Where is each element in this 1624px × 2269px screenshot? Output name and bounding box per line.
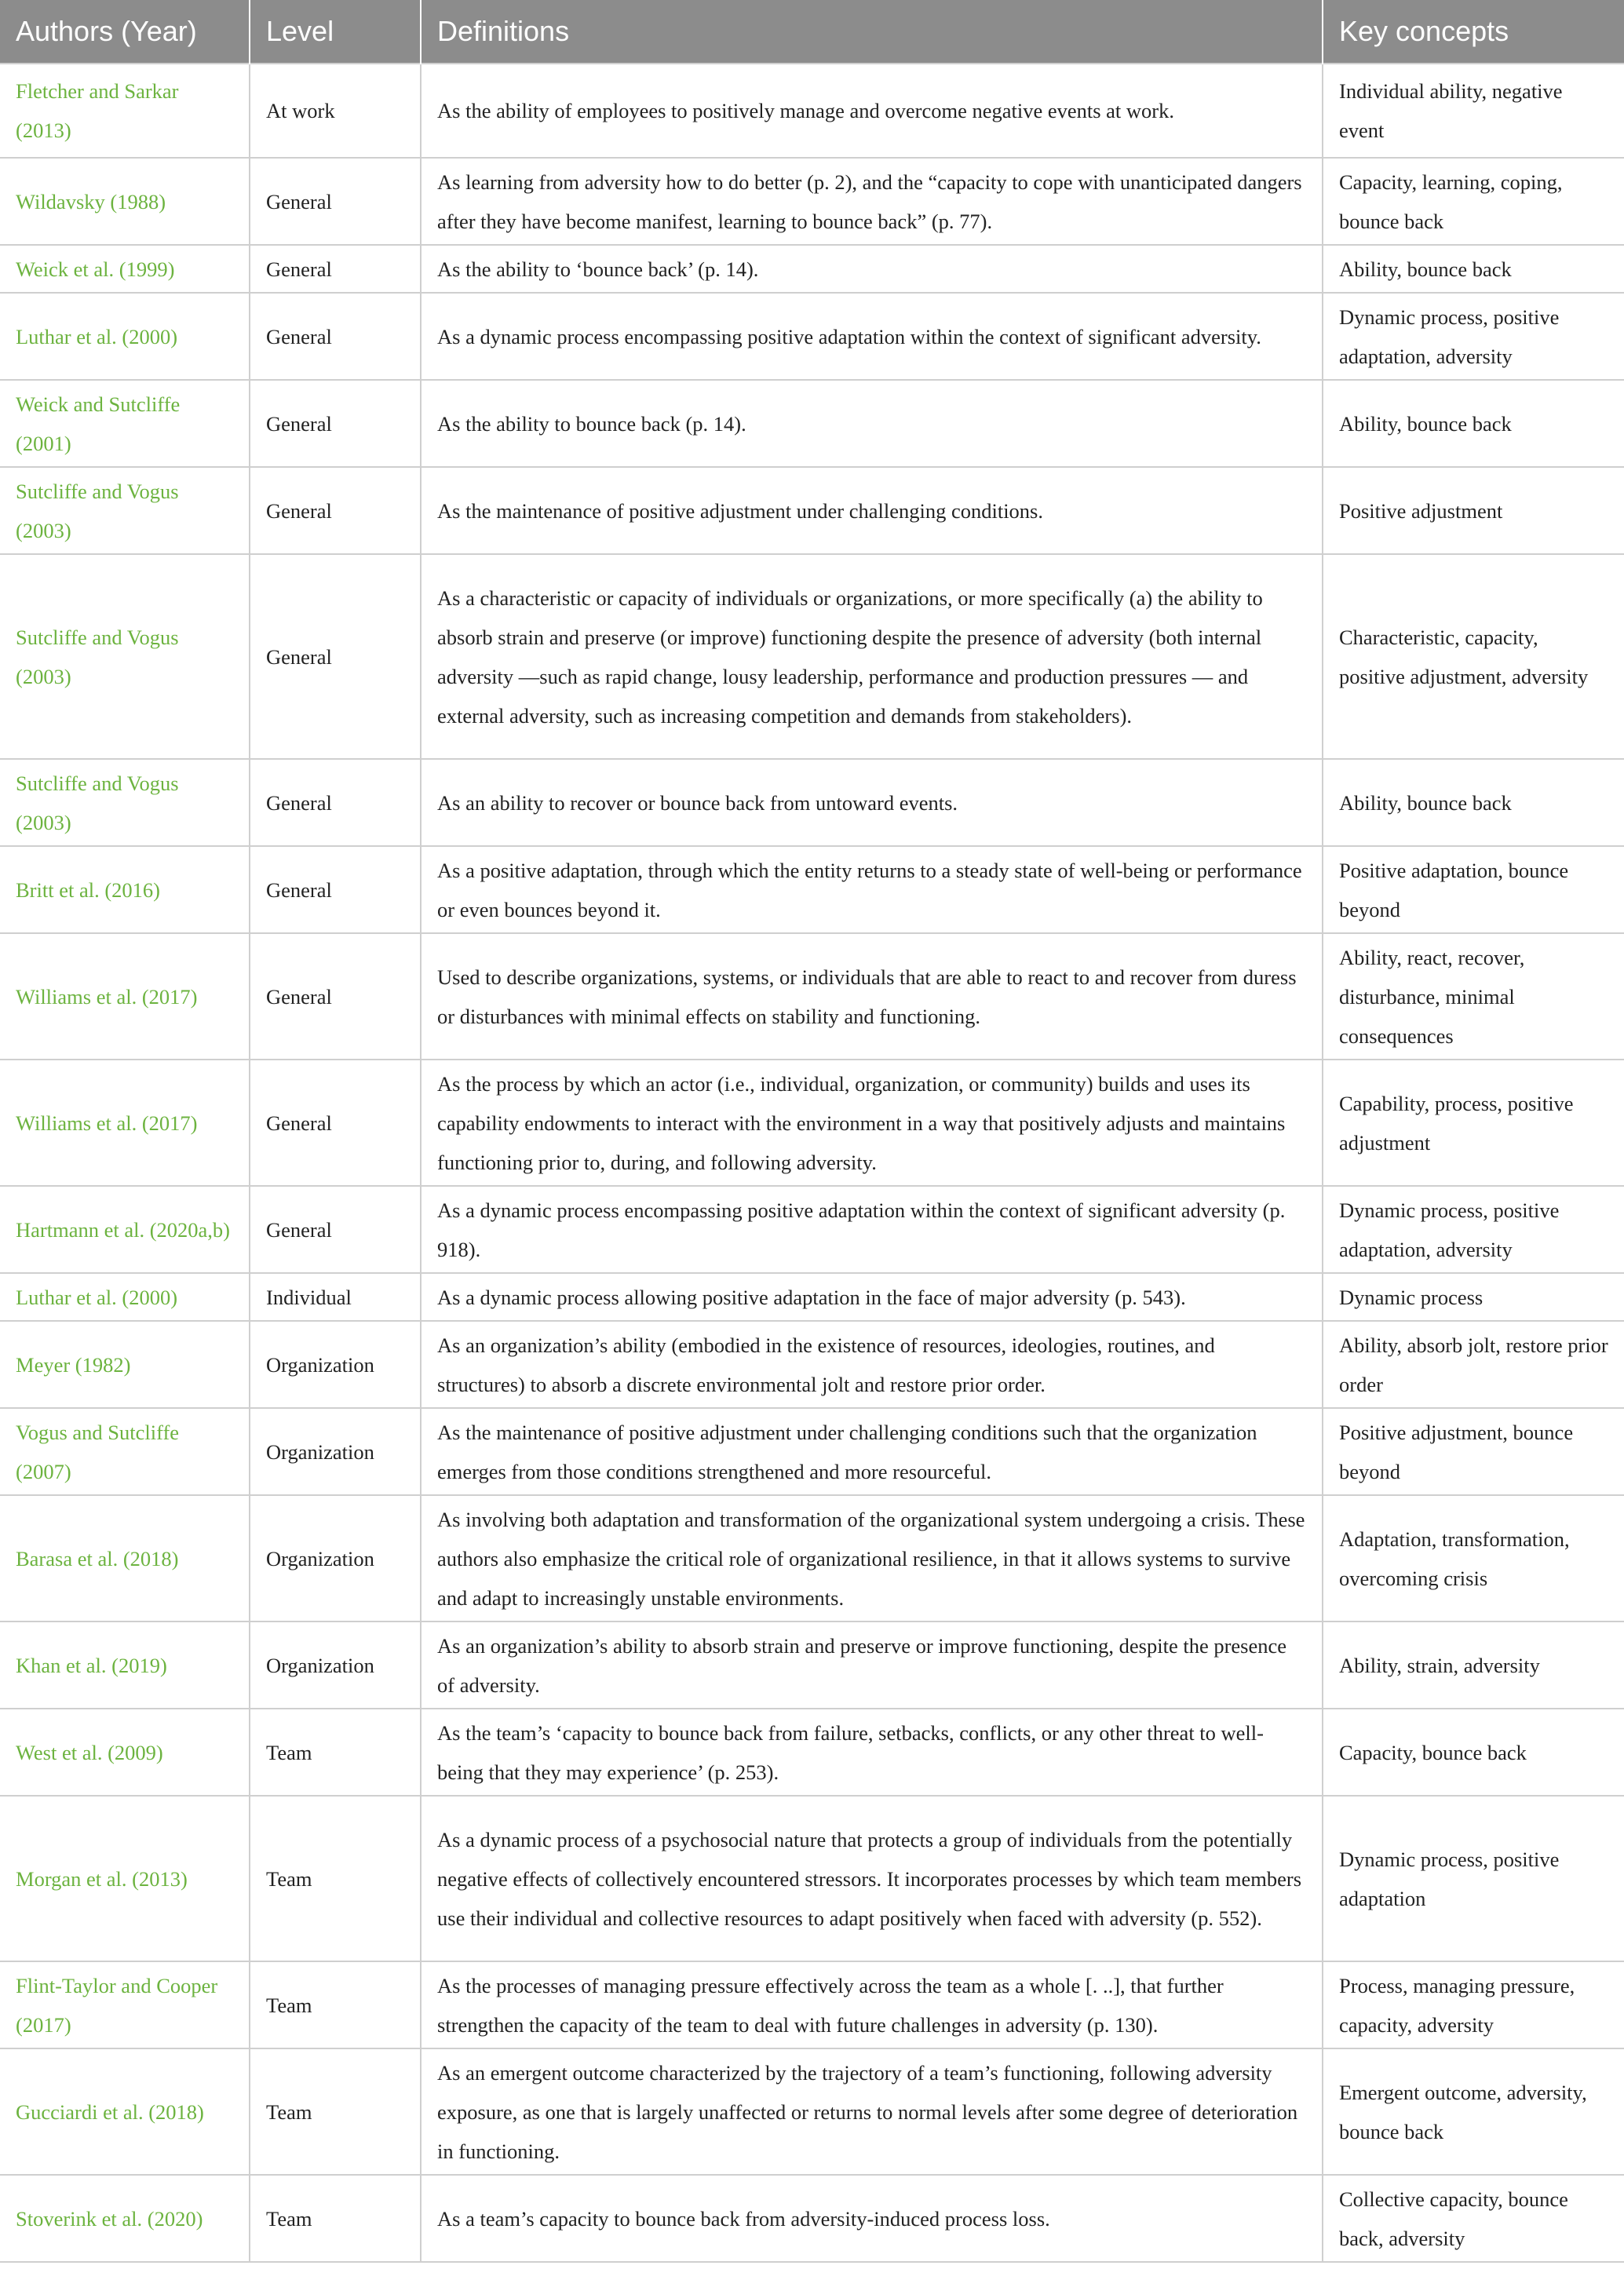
table-row (0, 1321, 1624, 1408)
cell-key-concepts: Emergent outcome, adversity, bounce back (1323, 2048, 1624, 2175)
cell-author: Khan et al. (2019) (0, 1621, 250, 1709)
cell-definition: As a characteristic or capacity of individuals or organizations, or more specifically (a) the ability to absorb strain and preserve (or improve) functioning despite the presence of adversity (both internal adversity —such as rapid change, lousy leadership, performance and production pressures — and external adversity, such as increasing competition and demands from stakeholders). (421, 554, 1323, 759)
cell-level: General (250, 933, 421, 1060)
table-row (0, 846, 1624, 933)
cell-level: General (250, 293, 421, 380)
cell-key-concepts: Ability, absorb jolt, restore prior order (1323, 1321, 1624, 1408)
cell-key-concepts: Ability, bounce back (1323, 245, 1624, 293)
cell-definition: Used to describe organizations, systems, or individuals that are able to react to and recover from duress or disturbances with minimal effects on stability and functioning. (421, 933, 1323, 1060)
cell-key-concepts: Capability, process, positive adjustment (1323, 1060, 1624, 1186)
cell-key-concepts: Positive adjustment (1323, 467, 1624, 554)
header-key-concepts: Key concepts (1323, 0, 1624, 64)
cell-key-concepts: Capacity, bounce back (1323, 1709, 1624, 1796)
table-row (0, 1186, 1624, 1273)
table-row (0, 158, 1624, 245)
cell-definition: As learning from adversity how to do better (p. 2), and the “capacity to cope with unanticipated dangers after they have become manifest, learning to bounce back” (p. 77). (421, 158, 1323, 245)
cell-definition: As a dynamic process allowing positive adaptation in the face of major adversity (p. 543). (421, 1273, 1323, 1321)
cell-level: General (250, 380, 421, 467)
cell-author: Stoverink et al. (2020) (0, 2175, 250, 2262)
cell-level: General (250, 245, 421, 293)
table-row (0, 380, 1624, 467)
cell-definition: As a dynamic process encompassing positive adaptation within the context of significant adversity (p. 918). (421, 1186, 1323, 1273)
cell-level: General (250, 467, 421, 554)
cell-author: Vogus and Sutcliffe (2007) (0, 1408, 250, 1495)
cell-level: General (250, 759, 421, 846)
cell-author: Wildavsky (1988) (0, 158, 250, 245)
cell-key-concepts: Positive adjustment, bounce beyond (1323, 1408, 1624, 1495)
cell-level: Team (250, 2175, 421, 2262)
header-authors-year: Authors (Year) (0, 0, 250, 64)
table-header (0, 0, 1624, 64)
table-row (0, 1273, 1624, 1321)
table-row (0, 759, 1624, 846)
cell-author: Britt et al. (2016) (0, 846, 250, 933)
cell-author: Morgan et al. (2013) (0, 1796, 250, 1961)
cell-key-concepts: Adaptation, transformation, overcoming crisis (1323, 1495, 1624, 1621)
cell-author: Sutcliffe and Vogus (2003) (0, 759, 250, 846)
table-row (0, 1961, 1624, 2048)
cell-key-concepts: Positive adaptation, bounce beyond (1323, 846, 1624, 933)
table-row (0, 1060, 1624, 1186)
cell-key-concepts: Dynamic process, positive adaptation, adversity (1323, 293, 1624, 380)
cell-definition: As an organization’s ability to absorb strain and preserve or improve functioning, despite the presence of adversity. (421, 1621, 1323, 1709)
table-row (0, 245, 1624, 293)
table-body (0, 64, 1624, 2262)
table-row (0, 1796, 1624, 1961)
cell-definition: As the process by which an actor (i.e., individual, organization, or community) builds and uses its capability endowments to interact with the environment in a way that positively adjusts and maintains functioning prior to, during, and following adversity. (421, 1060, 1323, 1186)
cell-definition: As a team’s capacity to bounce back from adversity-induced process loss. (421, 2175, 1323, 2262)
cell-key-concepts: Ability, react, recover, disturbance, minimal consequences (1323, 933, 1624, 1060)
cell-definition: As involving both adaptation and transformation of the organizational system undergoing a crisis. These authors also emphasize the critical role of organizational resilience, in that it allows systems to survive and adapt to increasingly unstable environments. (421, 1495, 1323, 1621)
table-row (0, 1495, 1624, 1621)
cell-author: Fletcher and Sarkar (2013) (0, 64, 250, 158)
table-row (0, 1621, 1624, 1709)
cell-level: At work (250, 64, 421, 158)
cell-author: Meyer (1982) (0, 1321, 250, 1408)
cell-definition: As a positive adaptation, through which the entity returns to a steady state of well-being or performance or even bounces beyond it. (421, 846, 1323, 933)
table-row (0, 293, 1624, 380)
cell-key-concepts: Collective capacity, bounce back, adversity (1323, 2175, 1624, 2262)
cell-definition: As an ability to recover or bounce back from untoward events. (421, 759, 1323, 846)
cell-level: Team (250, 1796, 421, 1961)
cell-level: General (250, 1060, 421, 1186)
cell-definition: As the team’s ‘capacity to bounce back from failure, setbacks, conflicts, or any other threat to well-being that they may experience’ (p. 253). (421, 1709, 1323, 1796)
cell-key-concepts: Capacity, learning, coping, bounce back (1323, 158, 1624, 245)
cell-key-concepts: Dynamic process, positive adaptation (1323, 1796, 1624, 1961)
cell-level: Team (250, 2048, 421, 2175)
cell-level: Organization (250, 1408, 421, 1495)
cell-definition: As the ability to bounce back (p. 14). (421, 380, 1323, 467)
table-row (0, 1709, 1624, 1796)
cell-definition: As the ability to ‘bounce back’ (p. 14). (421, 245, 1323, 293)
cell-author: Weick and Sutcliffe (2001) (0, 380, 250, 467)
cell-key-concepts: Ability, bounce back (1323, 380, 1624, 467)
table-row (0, 554, 1624, 759)
table-row (0, 64, 1624, 158)
cell-key-concepts: Characteristic, capacity, positive adjustment, adversity (1323, 554, 1624, 759)
cell-author: Williams et al. (2017) (0, 1060, 250, 1186)
cell-author: Sutcliffe and Vogus (2003) (0, 467, 250, 554)
cell-level: Individual (250, 1273, 421, 1321)
cell-author: Sutcliffe and Vogus (2003) (0, 554, 250, 759)
header-row (0, 0, 1624, 64)
table-row (0, 467, 1624, 554)
cell-level: General (250, 1186, 421, 1273)
table-row (0, 933, 1624, 1060)
cell-definition: As a dynamic process encompassing positive adaptation within the context of significant adversity. (421, 293, 1323, 380)
cell-key-concepts: Dynamic process (1323, 1273, 1624, 1321)
table-row (0, 2175, 1624, 2262)
cell-definition: As the maintenance of positive adjustment under challenging conditions. (421, 467, 1323, 554)
cell-key-concepts: Process, managing pressure, capacity, adversity (1323, 1961, 1624, 2048)
cell-author: West et al. (2009) (0, 1709, 250, 1796)
cell-definition: As an emergent outcome characterized by the trajectory of a team’s functioning, following adversity exposure, as one that is largely unaffected or returns to normal levels after some degree of deterioration in functioning. (421, 2048, 1323, 2175)
cell-author: Weick et al. (1999) (0, 245, 250, 293)
cell-level: Organization (250, 1495, 421, 1621)
table-row (0, 1408, 1624, 1495)
cell-author: Luthar et al. (2000) (0, 293, 250, 380)
cell-definition: As the ability of employees to positively manage and overcome negative events at work. (421, 64, 1323, 158)
table-row (0, 2048, 1624, 2175)
cell-definition: As an organization’s ability (embodied in the existence of resources, ideologies, routines, and structures) to absorb a discrete environmental jolt and restore prior order. (421, 1321, 1323, 1408)
cell-author: Flint-Taylor and Cooper (2017) (0, 1961, 250, 2048)
cell-level: Organization (250, 1621, 421, 1709)
cell-level: Team (250, 1961, 421, 2048)
cell-author: Gucciardi et al. (2018) (0, 2048, 250, 2175)
cell-level: Organization (250, 1321, 421, 1408)
cell-key-concepts: Ability, bounce back (1323, 759, 1624, 846)
cell-level: General (250, 846, 421, 933)
cell-level: General (250, 158, 421, 245)
cell-definition: As the processes of managing pressure effectively across the team as a whole [. ..], that further strengthen the capacity of the team to deal with future challenges in adversity (p. 130). (421, 1961, 1323, 2048)
cell-author: Hartmann et al. (2020a,b) (0, 1186, 250, 1273)
header-definitions: Definitions (421, 0, 1323, 64)
cell-definition: As the maintenance of positive adjustment under challenging conditions such that the organization emerges from those conditions strengthened and more resourceful. (421, 1408, 1323, 1495)
cell-level: General (250, 554, 421, 759)
cell-key-concepts: Ability, strain, adversity (1323, 1621, 1624, 1709)
cell-author: Luthar et al. (2000) (0, 1273, 250, 1321)
cell-author: Williams et al. (2017) (0, 933, 250, 1060)
cell-author: Barasa et al. (2018) (0, 1495, 250, 1621)
header-level: Level (250, 0, 421, 64)
cell-level: Team (250, 1709, 421, 1796)
cell-definition: As a dynamic process of a psychosocial nature that protects a group of individuals from the potentially negative effects of collectively encountered stressors. It incorporates processes by which team members use their individual and collective resources to adapt positively when faced with adversity (p. 552). (421, 1796, 1323, 1961)
cell-key-concepts: Dynamic process, positive adaptation, adversity (1323, 1186, 1624, 1273)
cell-key-concepts: Individual ability, negative event (1323, 64, 1624, 158)
